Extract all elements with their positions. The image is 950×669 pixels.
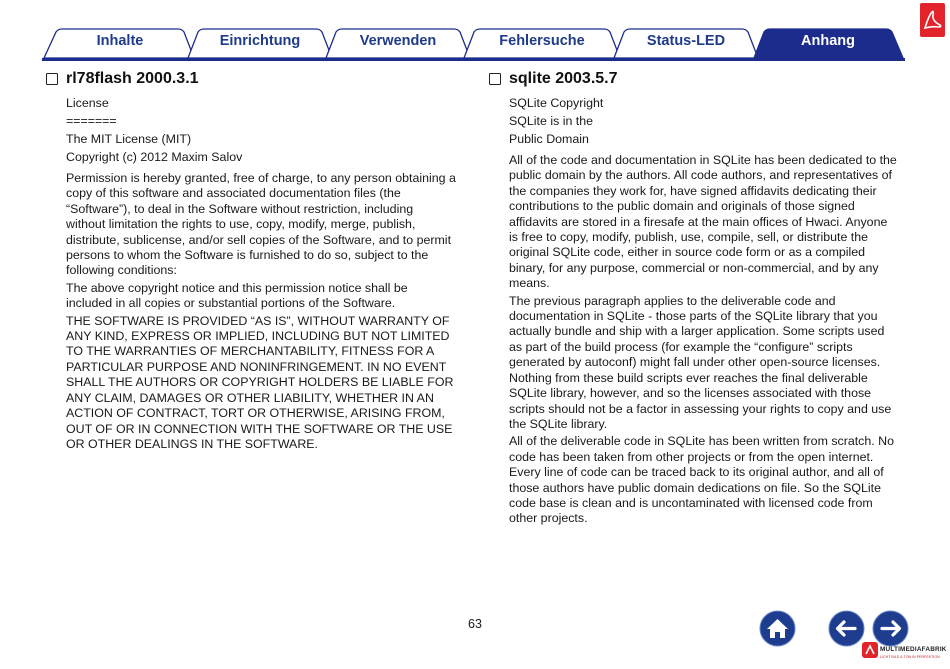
brand-logo (860, 638, 948, 668)
text-line: All of the deliverable code in SQLite has been written from scratch. No (509, 434, 894, 449)
text-line: without limitation the rights to use, copy, modify, merge, publish, (66, 217, 416, 232)
text-line: means. (509, 276, 550, 291)
section-title: rl78flash 2000.3.1 (66, 70, 199, 87)
tab-inhalte[interactable]: Inhalte (96, 33, 144, 49)
license-section-rl78flash (45, 67, 465, 452)
text-line: those authors have public domain dedications on file. So the SQLite (509, 480, 881, 495)
text-line: OR OTHER DEALINGS IN THE SOFTWARE. (66, 436, 318, 451)
tab-divider (42, 58, 905, 61)
license-paragraph (509, 294, 908, 433)
text-line: included in all copies or substantial portions of the Software. (66, 296, 396, 311)
text-line: THE SOFTWARE IS PROVIDED “AS IS”, WITHOUT WARRANTY OF (66, 313, 450, 328)
text-line: actually bundle and ship with a larger application. Some scripts used (509, 324, 885, 339)
text-line: Every line of code can be traced back to its original author, and all of (509, 465, 884, 480)
text-line: distribute, sublicense, and/or sell copies of the Software, and to permit (66, 232, 452, 247)
license-paragraph (66, 314, 465, 453)
text-line: the companies they work for, have signed affidavits dedicating their (509, 183, 877, 198)
brand-tagline: LICHT BILD & TON IN PERFEKTION (880, 655, 940, 659)
license-paragraph (509, 153, 908, 292)
text-line: other projects. (509, 511, 588, 526)
page-number: 63 (468, 617, 482, 631)
text-line: documentation in SQLite - those parts of the SQLite library that you (509, 309, 878, 324)
license-paragraph (66, 171, 465, 279)
tab-einrichtung[interactable]: Einrichtung (219, 33, 301, 49)
text-line: All of the code and documentation in SQLite has been dedicated to the (509, 153, 897, 167)
home-button[interactable] (759, 610, 796, 647)
license-section-sqlite (488, 67, 908, 527)
license-line: Public Domain (509, 132, 589, 146)
text-line: code has been taken from other projects or from the open internet. (509, 449, 874, 464)
text-line: ANY KIND, EXPRESS OR IMPLIED, INCLUDING BUT NOT LIMITED (66, 329, 450, 344)
text-line: code base is clean and is uncontaminated with licensed code from (509, 495, 873, 510)
text-line: contributions to the public domain and originals of those signed (509, 199, 855, 214)
brand-mark-icon (861, 641, 879, 661)
text-line: binary, for any purpose, commercial or non-commercial, and by any (509, 260, 879, 275)
text-line: SHALL THE AUTHORS OR COPYRIGHT HOLDERS BE LIABLE FOR (66, 375, 454, 390)
license-paragraph (66, 281, 465, 312)
home-icon (759, 610, 796, 647)
text-line: copy of this software and associated documentation files (the (66, 186, 401, 201)
section-heading (45, 67, 465, 91)
tab-status-led[interactable]: Status-LED (646, 33, 726, 49)
text-line: following conditions: (66, 263, 177, 278)
text-line: The previous paragraph applies to the deliverable code and (509, 293, 836, 308)
text-line: ACTION OF CONTRACT, TORT OR OTHERWISE, ARISING FROM, (66, 406, 445, 421)
tab-anhang[interactable]: Anhang (801, 33, 855, 49)
section-title: sqlite 2003.5.7 (509, 70, 618, 87)
text-line: is free to copy, modify, publish, use, compile, sell, or distribute the (509, 230, 869, 245)
section-heading (488, 67, 908, 91)
checkbox-icon (489, 73, 501, 85)
license-line: ======= (66, 114, 117, 128)
license-line: Copyright (c) 2012 Maxim Salov (66, 150, 243, 164)
brand-name: MULTIMEDIAFABRIK (880, 646, 947, 653)
license-paragraph (509, 434, 908, 526)
text-line: scripts should not be a factor in assessing your rights to copy and use (509, 401, 892, 416)
text-line: TO THE WARRANTIES OF MERCHANTABILITY, FITNESS FOR A (66, 344, 435, 359)
text-line: persons to whom the Software is furnished to do so, subject to the (66, 248, 429, 263)
tab-verwenden[interactable]: Verwenden (359, 33, 437, 49)
text-line: ANY CLAIM, DAMAGES OR OTHER LIABILITY, WHETHER IN AN (66, 390, 434, 405)
text-line: SQLite library, however, and so the licenses associated with those (509, 386, 872, 401)
text-line: Nothing from these build scripts ever reaches the final deliverable (509, 370, 868, 385)
tab-fehlersuche[interactable]: Fehlersuche (499, 33, 585, 49)
license-line: The MIT License (MIT) (66, 132, 192, 146)
text-line: the SQLite library. (509, 416, 608, 431)
text-line: public domain by the authors. All code authors, and representatives of (509, 168, 892, 183)
text-line: PARTICULAR PURPOSE AND NONINFRINGEMENT. IN NO EVENT (66, 359, 447, 374)
chapter-tabs (0, 0, 950, 62)
text-line: original SQLite code, either in source code form or as a compiled (509, 245, 866, 260)
checkbox-icon (46, 73, 58, 85)
text-line: as part of the build process (for example the “configure” scripts (509, 339, 853, 354)
text-line: affidavits are stored in a firesafe at the main offices of Hwaci. Anyone (509, 214, 888, 229)
text-line: Permission is hereby granted, free of charge, to any person obtaining a (66, 171, 456, 185)
text-line: generated by autoconf) might fall under other open-source licenses. (509, 355, 881, 370)
text-line: OUT OF OR IN CONNECTION WITH THE SOFTWARE OR THE USE (66, 421, 453, 436)
text-line: The above copyright notice and this permission notice shall be (66, 280, 408, 295)
license-line: SQLite is in the (509, 114, 594, 128)
license-line: License (66, 96, 109, 110)
license-line: SQLite Copyright (509, 96, 604, 110)
text-line: “Software”), to deal in the Software without restriction, including (66, 201, 414, 216)
